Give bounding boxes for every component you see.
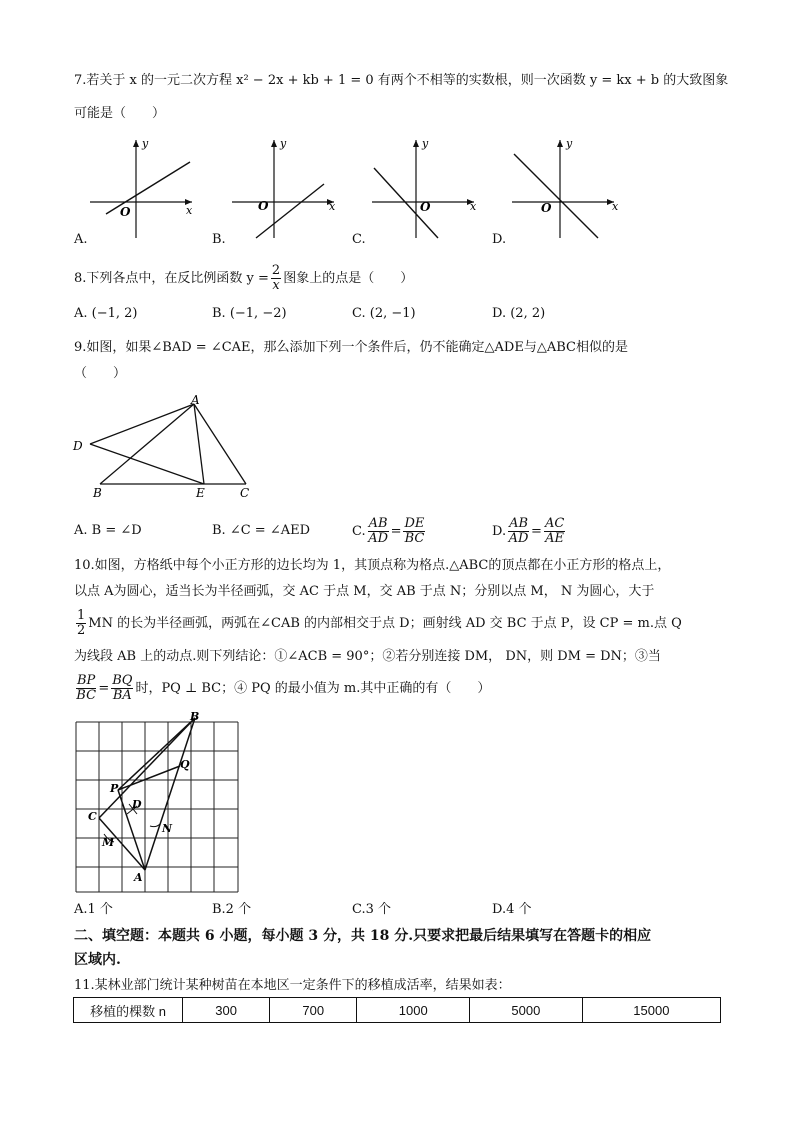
q7-option-b: B. — [212, 232, 226, 247]
q8-option-c: C. (2, −1) — [352, 306, 416, 321]
q9-d-d2: AE — [545, 530, 565, 546]
q10-label-b: B — [190, 710, 200, 723]
q7-option-d: D. — [492, 232, 507, 247]
q10-frac-bq-ba — [111, 674, 133, 702]
q10-label-p: P — [110, 782, 119, 795]
q9-d-n1: AB — [509, 515, 529, 531]
q9-c-frac1 — [368, 517, 389, 545]
q10-label-n: N — [162, 822, 173, 835]
q10-f1-den: BC — [76, 687, 97, 703]
q7-stem-line1: 7.若关于 x 的一元二次方程 x² − 2x + kb + 1 = 0 有两个不相等的实数根，则一次函数 y = kx + b 的大致图象 — [74, 73, 729, 88]
q10-option-b: B.2 个 — [212, 902, 252, 917]
q10-line5-text: 时，PQ ⊥ BC；④ PQ 的最小值为 m.其中正确的有（ ） — [135, 680, 491, 696]
q10-line5 — [74, 668, 490, 708]
q10-f1-num: BP — [77, 672, 96, 688]
q7-graph-c — [366, 134, 486, 242]
q10-label-c: C — [88, 810, 97, 823]
q9-d-frac2 — [544, 517, 565, 545]
q10-line2: 以点 A为圆心，适当长为半径画弧，交 AC 于点 M，交 AB 于点 N；分别以点 M， N 为圆心，大于 — [74, 584, 655, 599]
q9-label-b: B — [93, 486, 102, 500]
q9-d-n2: AC — [544, 515, 565, 531]
q7-graph-b — [226, 134, 346, 242]
q10-f2-den: BA — [112, 687, 132, 703]
q9-stem-line1: 9.如图，如果∠BAD = ∠CAE，那么添加下列一个条件后，仍不能确定△ADE与△ABC相似的是 — [74, 340, 628, 355]
q10-line3 — [74, 604, 682, 642]
q8-option-b: B. (−1, −2) — [212, 306, 287, 321]
q10-option-a: A.1 个 — [74, 902, 113, 917]
q7-d-o: O — [541, 201, 552, 215]
q10-option-c: C.3 个 — [352, 902, 392, 917]
q7-option-c: C. — [352, 232, 366, 247]
q11-value-cell: 5000 — [470, 998, 583, 1023]
q9-c-n1: AB — [368, 515, 388, 531]
q10-label-a: A — [134, 871, 143, 884]
q7-option-a: A. — [74, 232, 88, 247]
section2-heading-line2: 区域内. — [74, 952, 121, 968]
q7-stem-line2: 可能是（ ） — [74, 106, 166, 121]
q9-c-n2: DE — [404, 515, 425, 531]
q11-table — [73, 997, 721, 1023]
q8-frac-num: 2 — [271, 262, 281, 278]
q8-fraction — [271, 264, 281, 292]
q10-line1: 10.如图，方格纸中每个小正方形的边长均为 1，其顶点称为格点.△ABC的顶点都在小正方形的格点上， — [74, 558, 671, 573]
q10-frac-bp-bc — [76, 674, 96, 702]
q11-value-cell: 700 — [270, 998, 357, 1023]
q10-half-den: 2 — [77, 622, 86, 638]
q9-label-a: A — [191, 393, 200, 407]
q7-c-o: O — [420, 200, 431, 214]
q9-figure — [70, 392, 260, 504]
q10-figure — [72, 710, 244, 896]
q9-option-c: C. $\frac{AB}{AD}$ = $\frac{DE}{BC}$ — [352, 515, 425, 546]
q11-value-cell: 15000 — [582, 998, 720, 1023]
q9-d-frac1 — [508, 517, 529, 545]
q7-c-y: y — [422, 137, 429, 150]
q9-label-c: C — [240, 486, 250, 500]
q11-header-cell: 移植的棵数 n — [74, 998, 183, 1023]
q9-stem-line2: （ ） — [74, 366, 127, 381]
q7-a-line — [106, 162, 190, 214]
q8-stem-a: 8.下列各点中，在反比例函数 y = — [74, 270, 269, 286]
q10-option-d: D.4 个 — [492, 902, 532, 917]
q7-a-o: O — [120, 205, 131, 219]
q8-option-d: D. (2, 2) — [492, 306, 546, 321]
q9-option-a: A. B = ∠D — [74, 523, 142, 538]
q10-line4: 为线段 AB 上的动点.则下列结论：①∠ACB = 90°；②若分别连接 DM， DN，则 DM = DN；③当 — [74, 649, 661, 664]
q10-line3-text: MN 的长为半径画弧，两弧在∠CAB 的内部相交于点 D；画射线 AD 交 BC 于点 P，设 CP = m.点 Q — [88, 615, 682, 631]
q8-frac-den: x — [272, 277, 280, 293]
q8-stem-b: 图象上的点是（ ） — [283, 270, 414, 286]
q10-label-q: Q — [180, 758, 190, 771]
q11-value-cell: 300 — [183, 998, 270, 1023]
q10-grid — [76, 722, 238, 892]
q7-graph-a — [84, 134, 204, 242]
q9-d-d1: AD — [508, 530, 529, 546]
q10-f2-num: BQ — [112, 672, 133, 688]
q9-option-c-prefix: C. — [352, 523, 366, 539]
section2-heading-line1: 二、填空题：本题共 6 小题，每小题 3 分，共 18 分.只要求把最后结果填写在答题卡的相应 — [74, 928, 652, 944]
q9-c-frac2 — [403, 517, 425, 545]
table-row — [74, 998, 721, 1023]
q9-c-d2: BC — [404, 530, 425, 546]
q7-b-x: x — [329, 200, 336, 213]
q7-b-o: O — [258, 199, 269, 213]
q7-d-line — [514, 154, 598, 238]
q7-b-y: y — [280, 137, 287, 150]
q10-eq: = — [98, 680, 110, 696]
q11-stem: 11.某林业部门统计某种树苗在本地区一定条件下的移植成活率，结果如表： — [74, 978, 511, 993]
q10-label-d: D — [132, 798, 142, 811]
q10-label-m: M — [102, 836, 115, 849]
q7-a-y: y — [142, 137, 149, 150]
q9-label-e: E — [196, 486, 205, 500]
q7-d-y: y — [566, 137, 573, 150]
q7-a-x: x — [186, 204, 193, 217]
q7-d-x: x — [612, 200, 619, 213]
q8-stem — [74, 260, 413, 296]
q10-half-num: 1 — [77, 607, 86, 623]
q9-c-d1: AD — [368, 530, 388, 546]
q7-graph-d — [506, 134, 626, 242]
q8-option-a: A. (−1, 2) — [74, 306, 138, 321]
q10-half — [76, 609, 86, 637]
q9-option-d-prefix: D. — [492, 523, 507, 539]
q7-c-x: x — [470, 200, 477, 213]
q9-option-b: B. ∠C = ∠AED — [212, 523, 311, 538]
q11-value-cell: 1000 — [357, 998, 470, 1023]
q9-option-d: D. $\frac{AB}{AD}$ = $\frac{AC}{AE}$ — [492, 515, 565, 546]
q9-label-d: D — [73, 439, 83, 453]
